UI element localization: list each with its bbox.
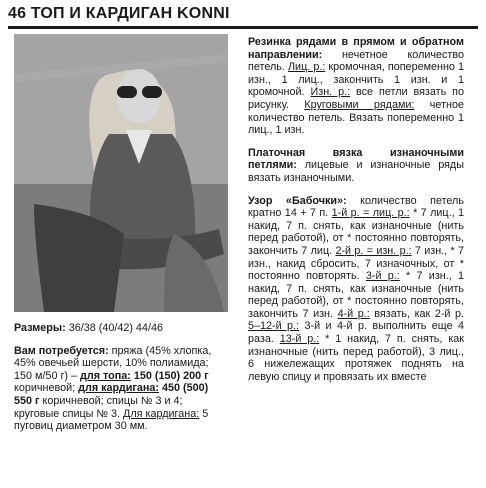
sizes-label: Размеры: [14, 322, 66, 334]
rib-text: четное количество петель. Вязать попеременно 1 лиц., 1 изн. [248, 98, 464, 137]
rib-right-side-label: Лиц. р.: [287, 61, 326, 74]
pattern-rows-5-12-label: 5–12-й р.: [248, 320, 300, 333]
rib-wrong-side-label: Изн. р.: [310, 86, 351, 99]
rib-text: нечетное количество петель. [248, 48, 464, 74]
pattern-text: вязать, как 2-й р. [369, 307, 465, 320]
left-column [14, 322, 228, 433]
garter-title: Платочная вязка изнаночными петлями: [248, 146, 464, 172]
rib-title: Резинка рядами в прямом и обратном направлении: [248, 36, 464, 61]
pattern-row-1-label: 1-й р. = лиц. р.: [331, 207, 410, 220]
pattern-row-2-label: 2-й р. = изн. р.: [335, 244, 412, 257]
header [8, 4, 478, 29]
materials-paragraph [14, 345, 228, 433]
pattern-text: 7 изн., * 7 изн., накид сбросить, 7 изначочных, от * постоянно повторять. [248, 244, 464, 283]
materials-text: 5 пуговиц диаметром 30 мм. [14, 407, 209, 433]
pattern-text: * 7 лиц., 1 накид, 7 п. снять, как изнаночные (нить перед работой), от * постоянно повторять, закончить 7 лиц. [248, 207, 465, 257]
garter-paragraph [248, 147, 464, 185]
sizes-value: 36/38 (40/42) 44/46 [65, 322, 163, 334]
materials-cardigan-label: для кардигана: [78, 382, 160, 395]
model-photo [14, 34, 228, 312]
pattern-paragraph [248, 195, 464, 384]
rib-text: кромочная, попеременно 1 изн., 1 лиц., закончить 1 изн. и 1 кромочной. [248, 61, 465, 99]
materials-cardigan-amount: 450 (500) 550 г [14, 382, 209, 407]
pattern-row-3-label: 3-й р.: [365, 270, 400, 283]
pattern-text: количество петель кратно 14 + 7 п. [248, 194, 464, 220]
page-title: 46 ТОП И КАРДИГАН KONNI [8, 5, 230, 22]
rib-paragraph [248, 36, 464, 137]
materials-text: коричневой; спицы № 3 и 4; круговые спицы № 3. [14, 394, 183, 420]
rib-text: все петли вязать по рисунку. [248, 86, 464, 111]
materials-top-amount: 150 (150) 200 г [133, 369, 209, 382]
pattern-row-4-label: 4-й р.: [337, 307, 370, 320]
pattern-title: Узор «Бабочки»: [248, 194, 347, 207]
pattern-text: * 7 изн., 1 накид, 7 п. снять, как изнаночные (нить перед работой), от * постоянно повторять, закончить 7 изн. [248, 270, 464, 320]
materials-label: Вам потребуется: [14, 344, 109, 357]
model-photo-illustration [14, 34, 228, 312]
pattern-text: * 1 накид, 7 п. снять, как изнаночные (нить перед работой), 3 лиц., 6 нижележащих протяжек поднять на левую спицу и провязать их вместе [248, 333, 465, 383]
rib-circular-label: Круговыми рядами: [304, 98, 415, 111]
sizes-paragraph [14, 322, 228, 335]
materials-text: коричневой; [14, 382, 79, 395]
materials-buttons-label: Для кардигана: [123, 407, 200, 420]
pattern-text: 3-й и 4-й р. выполнить еще 4 раза. [248, 320, 464, 346]
materials-text: пряжа (45% хлопка, 45% овечьей шерсти, 10% полиамида; 150 м/50 г) – [14, 344, 212, 382]
materials-top-label: для топа: [79, 369, 131, 382]
garter-text: лицевые и изнаночные ряды вязать изнаночными. [248, 159, 464, 184]
pattern-row-13-label: 13-й р.: [279, 333, 320, 346]
right-column [248, 36, 464, 383]
